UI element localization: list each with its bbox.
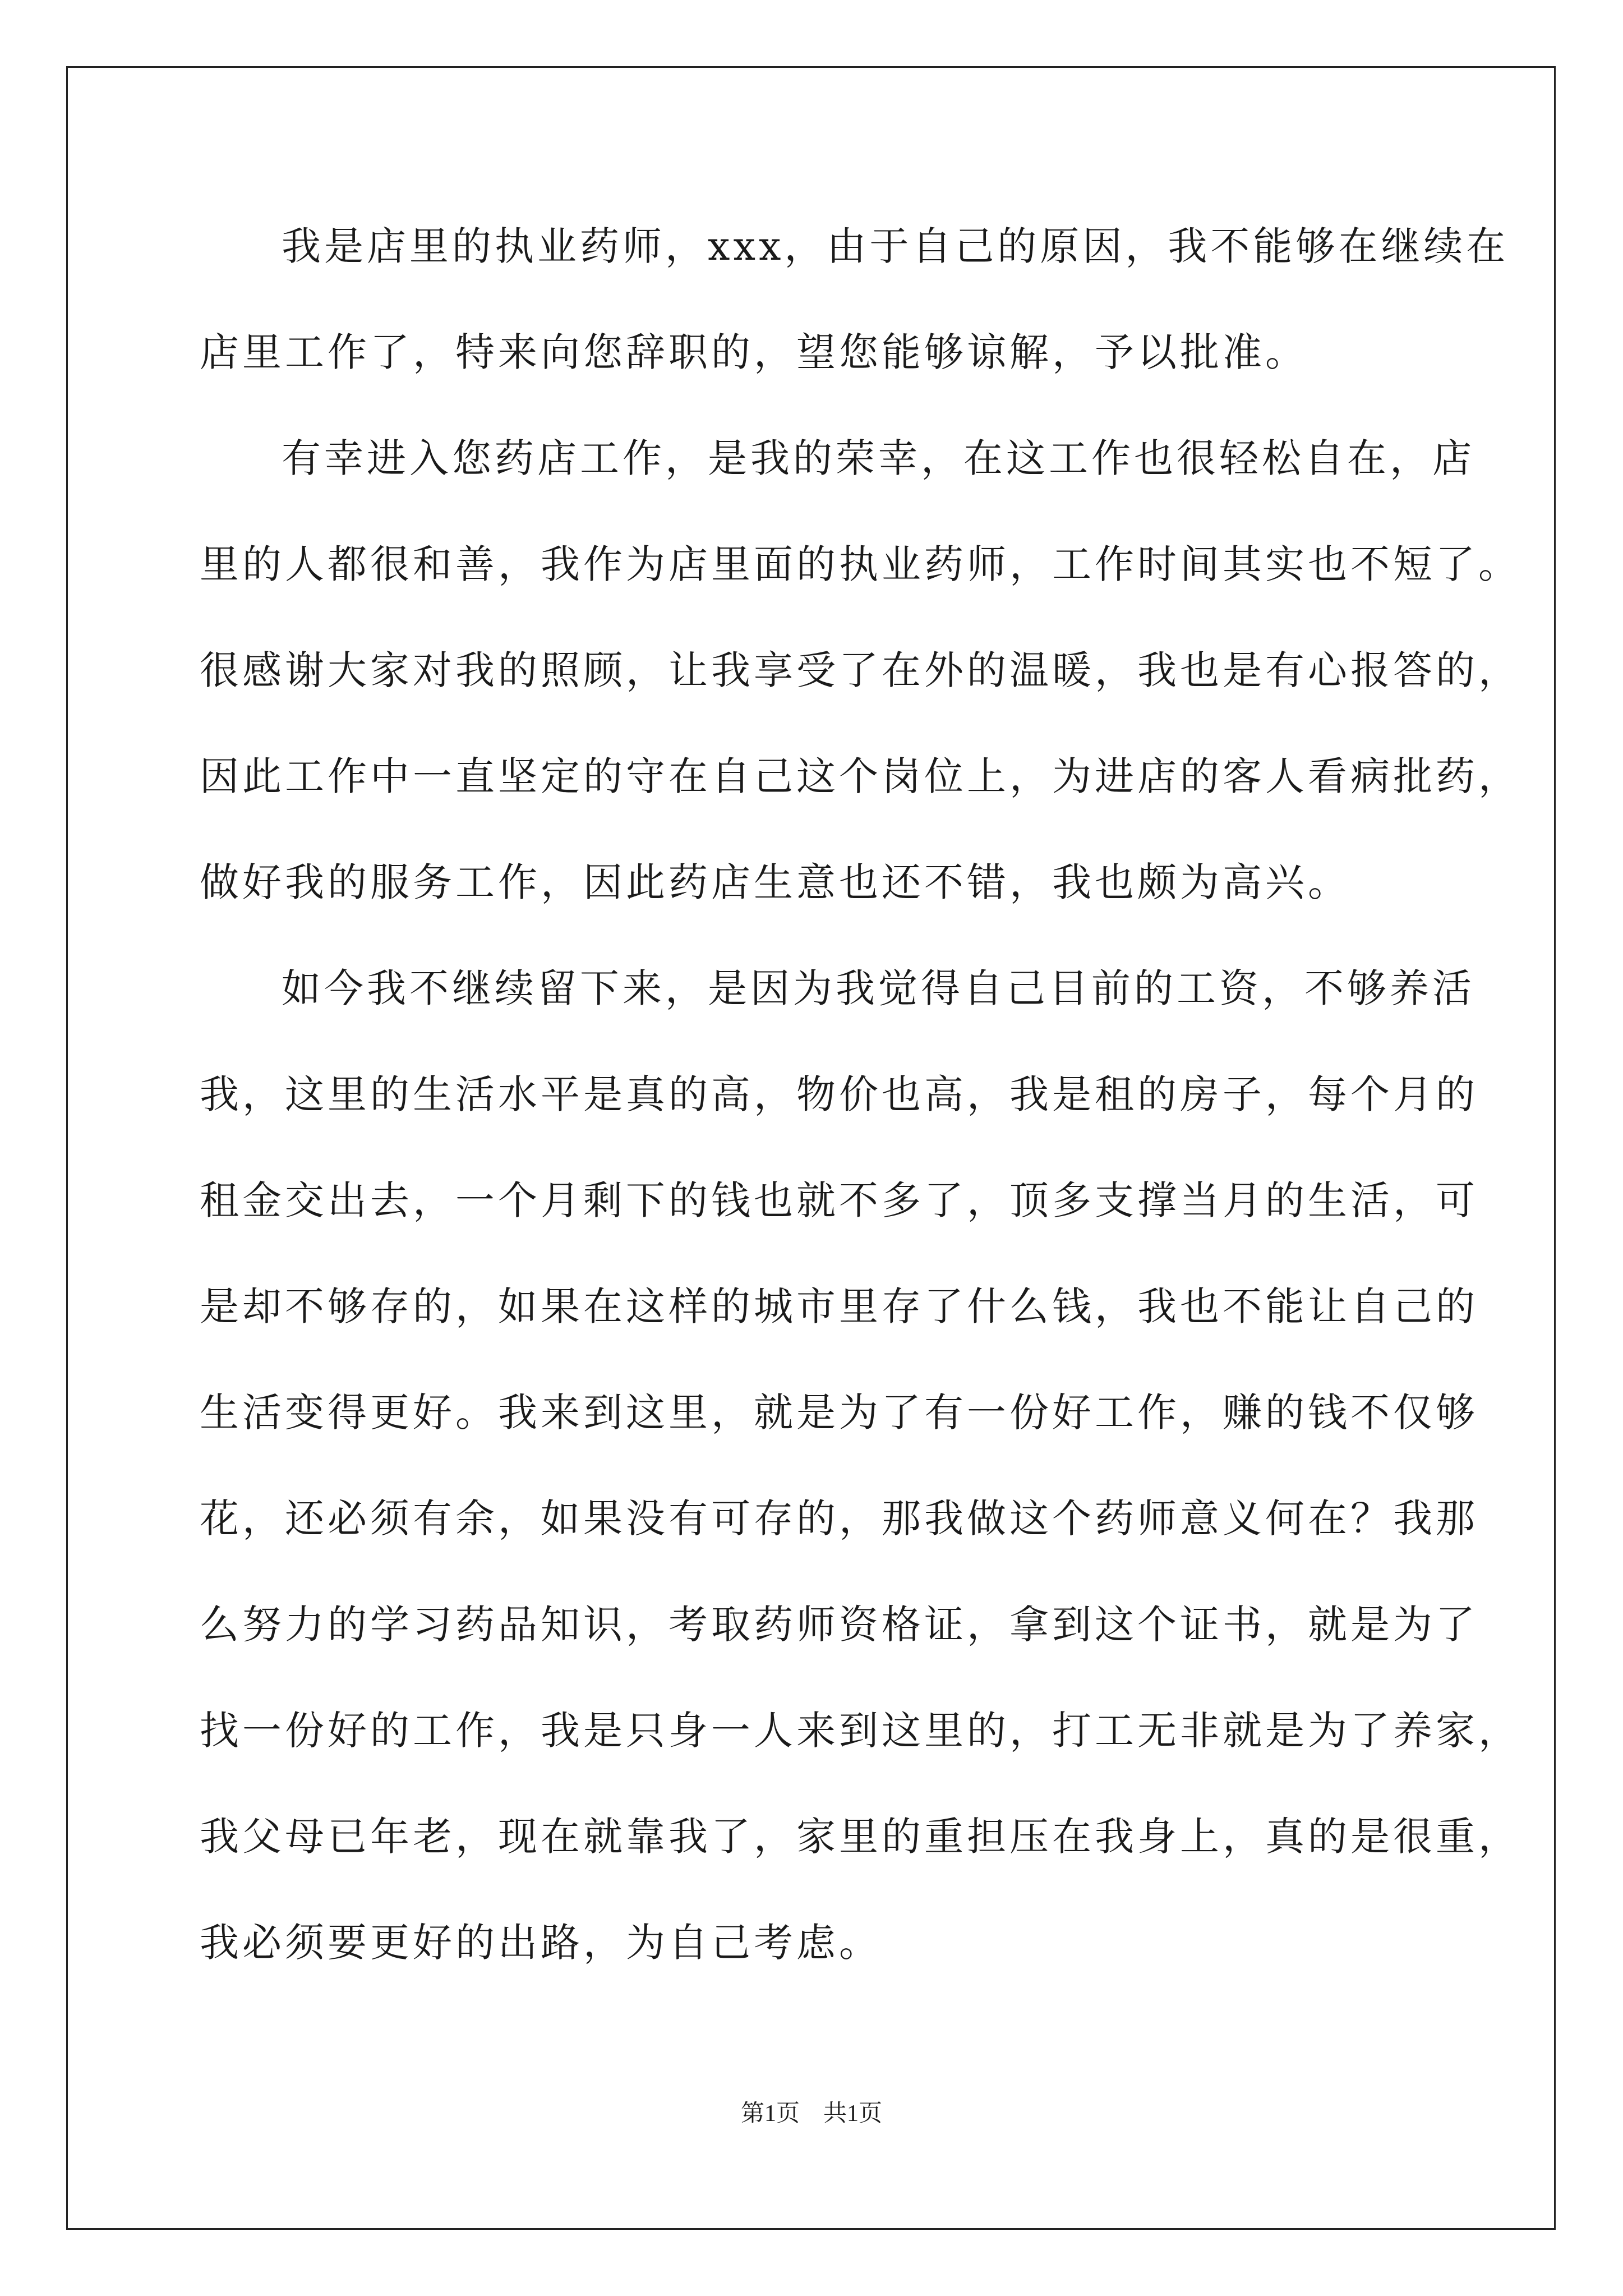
paragraph-3-line-2: 我，这里的生活水平是真的高，物价也高，我是租的房子，每个月的: [200, 1071, 1478, 1117]
paragraph-1-line-1: 我是店里的执业药师，xxx，由于自己的原因，我不能够在继续在: [282, 223, 1509, 269]
paragraph-2-line-4: 因此工作中一直坚定的守在自己这个岗位上，为进店的客人看病批药，: [200, 753, 1521, 799]
page-number-footer: 第1页 共1页: [740, 2101, 882, 2127]
paragraph-3-line-5: 生活变得更好。我来到这里，就是为了有一份好工作，赚的钱不仅够: [200, 1389, 1478, 1435]
paragraph-1-line-2: 店里工作了，特来向您辞职的，望您能够谅解，予以批准。: [200, 329, 1308, 375]
paragraph-3-line-6: 花，还必须有余，如果没有可存的，那我做这个药师意义何在？我那: [200, 1496, 1478, 1542]
paragraph-3-line-4: 是却不够存的，如果在这样的城市里存了什么钱，我也不能让自己的: [200, 1283, 1478, 1329]
paragraph-3-line-3: 租金交出去，一个月剩下的钱也就不多了，顶多支撑当月的生活，可: [200, 1177, 1478, 1223]
paragraph-3-line-1: 如今我不继续留下来，是因为我觉得自己目前的工资，不够养活: [282, 965, 1475, 1011]
paragraph-3-line-7: 么努力的学习药品知识，考取药师资格证，拿到这个证书，就是为了: [200, 1602, 1478, 1648]
paragraph-3-line-9: 我父母已年老，现在就靠我了，家里的重担压在我身上，真的是很重，: [200, 1814, 1521, 1860]
paragraph-3-line-8: 找一份好的工作，我是只身一人来到这里的，打工无非就是为了养家，: [200, 1708, 1521, 1754]
page-border: [66, 66, 1556, 2230]
paragraph-2-line-3: 很感谢大家对我的照顾，让我享受了在外的温暖，我也是有心报答的，: [200, 647, 1521, 693]
paragraph-2-line-1: 有幸进入您药店工作，是我的荣幸，在这工作也很轻松自在，店: [282, 435, 1475, 481]
paragraph-3-line-10: 我必须要更好的出路，为自己考虑。: [200, 1920, 882, 1966]
paragraph-2-line-2: 里的人都很和善，我作为店里面的执业药师，工作时间其实也不短了。: [200, 541, 1521, 587]
paragraph-2-line-5: 做好我的服务工作，因此药店生意也还不错，我也颇为高兴。: [200, 859, 1350, 905]
